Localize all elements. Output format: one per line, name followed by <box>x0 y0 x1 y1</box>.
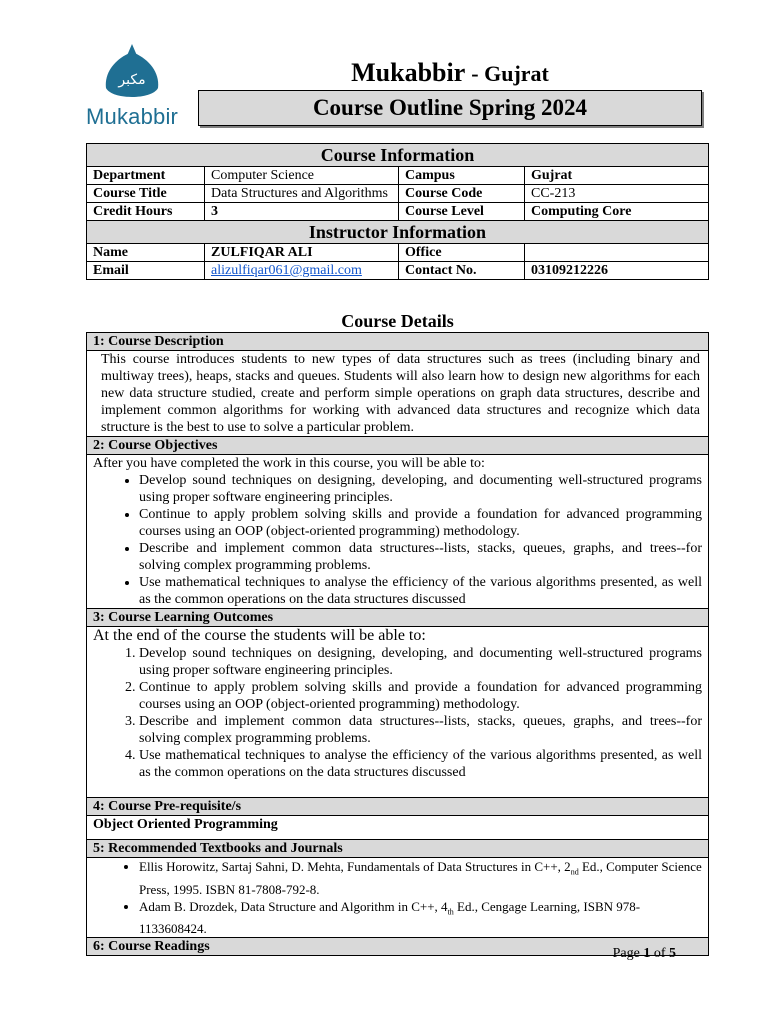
credit-hours-value: 3 <box>205 203 399 221</box>
course-code-label: Course Code <box>399 185 525 203</box>
description-header: 1: Course Description <box>87 333 709 351</box>
instructor-name: ZULFIQAR ALI <box>205 244 399 262</box>
outcome-item: 3. Describe and implement common data structures--lists, stacks, queues, graphs, and trees--for solving complex programming problems. <box>139 713 702 747</box>
textbook-item: • Ellis Horowitz, Sartaj Sahni, D. Mehta, Fundamentals of Data Structures in C++, $2_{nd}$ Ed., Computer Science Press, 1995. ISBN 81-7808-792-8. <box>139 858 702 898</box>
objective-item: • Describe and implement common data structures--lists, stacks, queues, graphs, and trees--for solving complex programming problems. <box>139 540 702 574</box>
course-info-heading: Course Information <box>87 144 709 167</box>
campus-label: Campus <box>399 167 525 185</box>
course-details-heading: Course Details <box>341 311 454 331</box>
course-level-label: Course Level <box>399 203 525 221</box>
outcome-item: 2. Continue to apply problem solving skills and provide a foundation for advanced programming courses using an OOP (object-oriented programming) methodology. <box>139 679 702 713</box>
outcomes-header: 3: Course Learning Outcomes <box>87 609 709 627</box>
objectives-intro: After you have completed the work in this course, you will be able to: <box>93 456 485 471</box>
department-value: Computer Science <box>205 167 399 185</box>
email-label: Email <box>87 262 205 280</box>
name-label: Name <box>87 244 205 262</box>
department-label: Department <box>87 167 205 185</box>
textbooks-header: 5: Recommended Textbooks and Journals <box>87 840 709 858</box>
contact-label: Contact No. <box>399 262 525 280</box>
objectives-cell <box>87 455 709 609</box>
outcomes-list <box>93 645 702 781</box>
email-link[interactable]: alizulfiqar061@gmail.com <box>211 263 362 278</box>
outcomes-cell <box>87 627 709 798</box>
course-details-table <box>86 332 709 956</box>
course-outline-banner: Course Outline Spring 2024 <box>198 90 702 126</box>
course-title-value: Data Structures and Algorithms <box>205 185 399 203</box>
objective-item: • Continue to apply problem solving skills and provide a foundation for advanced programming courses using an OOP (object-oriented programming) methodology. <box>139 506 702 540</box>
mukabbir-logo <box>86 44 178 128</box>
course-title-label: Course Title <box>87 185 205 203</box>
email-cell <box>205 262 399 280</box>
svg-text:مکبر: مکبر <box>118 72 146 88</box>
readings-header: 6: Course Readings <box>87 938 709 956</box>
objective-item: • Develop sound techniques on designing, developing, and documenting well-structured programs using proper software engineering principles. <box>139 472 702 506</box>
institution-title <box>198 58 702 88</box>
office-value <box>525 244 709 262</box>
prereq-header: 4: Course Pre-requisite/s <box>87 798 709 816</box>
campus-value: Gujrat <box>525 167 709 185</box>
outcomes-intro: At the end of the course the students will be able to: <box>93 627 426 644</box>
course-level-value: Computing Core <box>525 203 709 221</box>
objectives-list <box>93 472 702 608</box>
prereq-value: Object Oriented Programming <box>87 816 709 840</box>
textbook-item: • Adam B. Drozdek, Data Structure and Algorithm in C++, $4_{th}$ Ed., Cengage Learning, ISBN 978-1133608424. <box>139 898 702 938</box>
objective-item: • Use mathematical techniques to analyse the efficiency of the various algorithms presented, as well as the common operations on the data structures discussed <box>139 574 702 608</box>
logo-emblem-icon <box>102 44 162 102</box>
course-code-value: CC-213 <box>525 185 709 203</box>
course-description: This course introduces students to new types of data structures such as trees (including binary and multiway trees), heaps, stacks and queues. Students will also learn how to design new algorithms for each new data structure studied, create and perform simple operations on graph data structures, describe and implement common algorithms for working with advanced data structures and recognize which data structure is the best to use to solve a particular problem. <box>87 351 709 437</box>
contact-value: 03109212226 <box>525 262 709 280</box>
institution-campus: - Gujrat <box>471 61 549 86</box>
outcome-item: 1. Develop sound techniques on designing, developing, and documenting well-structured programs using proper software engineering principles. <box>139 645 702 679</box>
outcome-item: 4. Use mathematical techniques to analyse the efficiency of the various algorithms presented, as well as the common operations on the data structures discussed <box>139 747 702 781</box>
logo-wordmark: Mukabbir <box>86 104 179 129</box>
page-number: Page 1 of 5 <box>612 946 676 961</box>
credit-hours-label: Credit Hours <box>87 203 205 221</box>
office-label: Office <box>399 244 525 262</box>
course-info-table <box>86 143 709 280</box>
objectives-header: 2: Course Objectives <box>87 437 709 455</box>
institution-name: Mukabbir <box>351 58 465 87</box>
instructor-info-heading: Instructor Information <box>87 221 709 244</box>
textbooks-list <box>93 858 702 937</box>
textbooks-cell <box>87 858 709 938</box>
